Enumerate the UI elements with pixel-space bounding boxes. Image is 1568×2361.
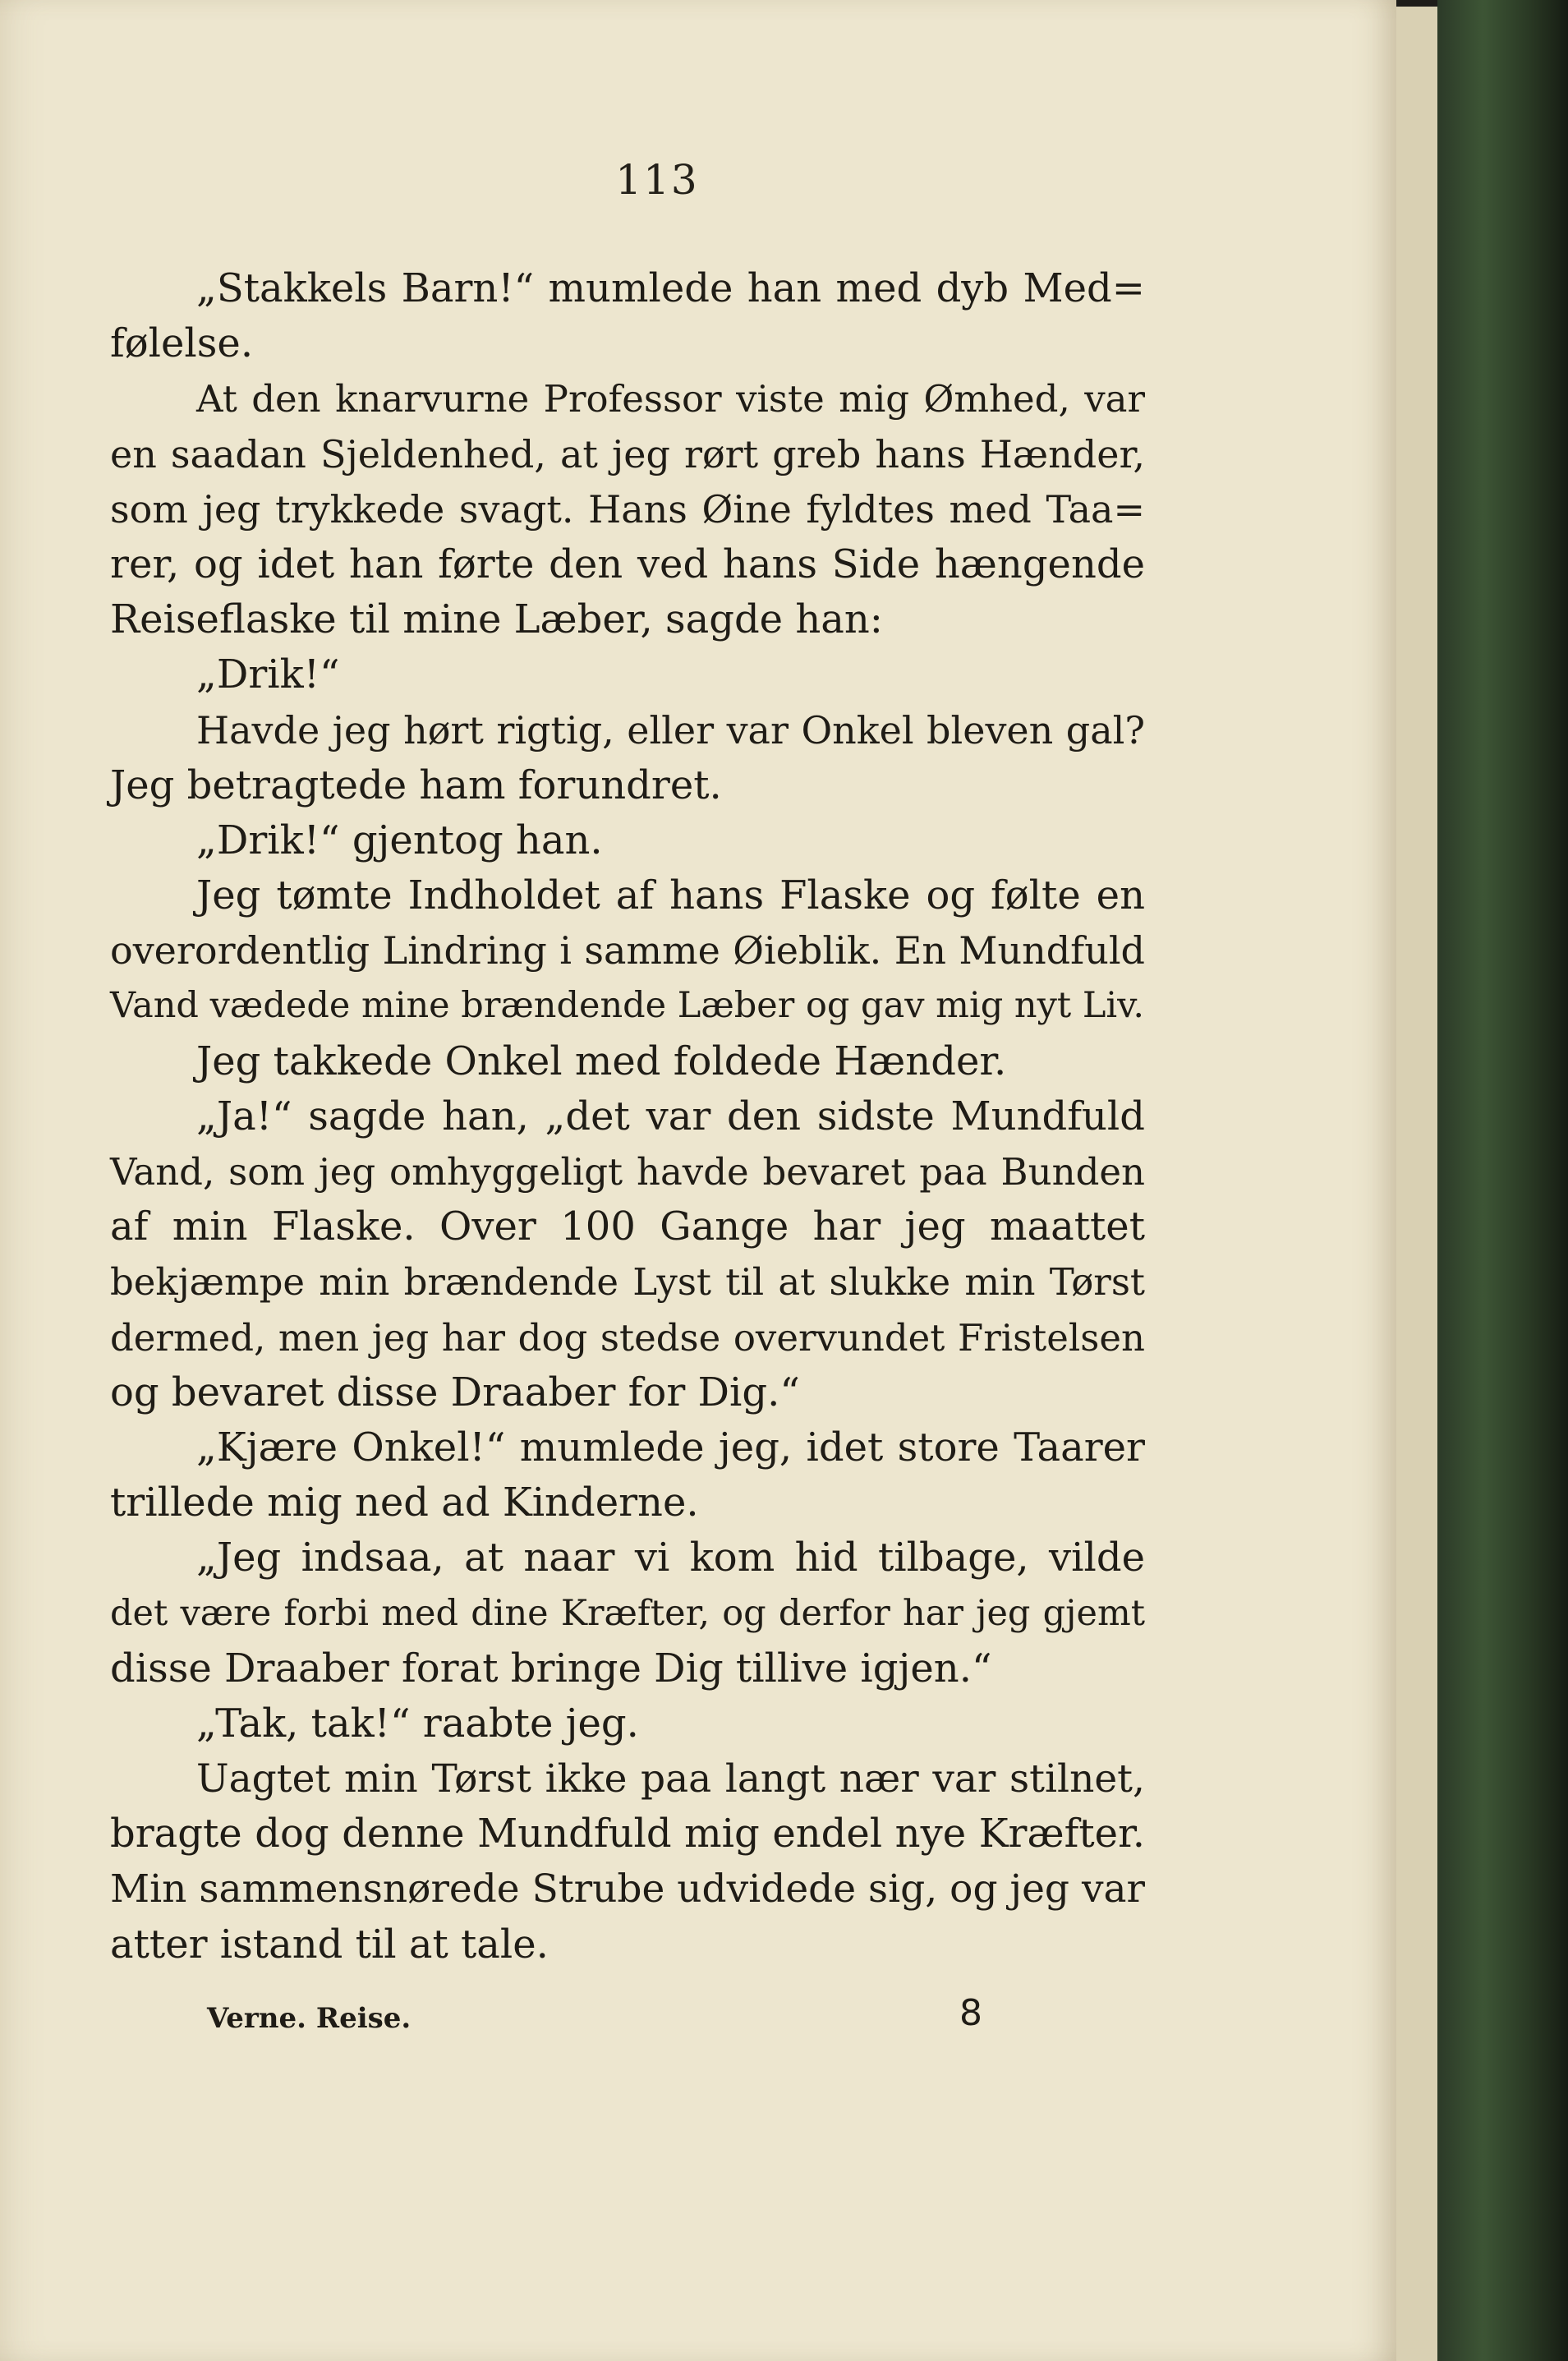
text-line: en saadan Sjeldenhed, at jeg rørt greb hans Hænder, (110, 431, 1145, 476)
text-line: disse Draaber forat bringe Dig tillive igjen.“ (110, 1645, 992, 1691)
text-line: At den knarvurne Professor viste mig Ømhed, var (196, 377, 1145, 421)
text-line: Min sammensnørede Strube udvidede sig, og jeg var (110, 1866, 1145, 1912)
text-line: og bevaret disse Draaber for Dig.“ (110, 1369, 800, 1415)
book-cover-edge (1437, 0, 1568, 2361)
text-line: bragte dog denne Mundfuld mig endel nye Kræfter. (110, 1811, 1145, 1857)
text-line: „Drik!“ gjentog han. (196, 817, 603, 863)
text-line: dermed, men jeg har dog stedse overvundet Fristelsen (110, 1315, 1145, 1360)
page-number: 113 (615, 156, 699, 204)
text-line: Vand vædede mine brændende Læber og gav mig nyt Liv. (110, 985, 1144, 1027)
text-line: Vand, som jeg omhyggeligt havde bevaret paa Bunden (110, 1150, 1145, 1194)
signature-mark: 8 (959, 1992, 982, 2034)
text-line: overordentlig Lindring i samme Øieblik. En Mundfuld (110, 928, 1145, 973)
text-line: „Drik!“ (196, 651, 340, 698)
text-line: bekjæmpe min brændende Lyst til at slukke min Tørst (110, 1260, 1145, 1305)
text-line: det være forbi med dine Kræfter, og derfor har jeg gjemt (110, 1592, 1145, 1634)
text-line: „Tak, tak!“ raabte jeg. (196, 1700, 639, 1747)
text-line: Jeg tømte Indholdet af hans Flaske og følte en (196, 872, 1145, 919)
text-line: trillede mig ned ad Kinderne. (110, 1480, 699, 1526)
text-line: som jeg trykkede svagt. Hans Øine fyldtes med Taa= (110, 486, 1145, 532)
text-line: „Jeg indsaa, at naar vi kom hid tilbage, vilde (196, 1535, 1145, 1581)
text-line: følelse. (110, 320, 254, 367)
signature-line: Verne. Reise. (207, 2002, 412, 2035)
text-line: Jeg takkede Onkel med foldede Hænder. (196, 1038, 1007, 1084)
text-line: Uagtet min Tørst ikke paa langt nær var stilnet, (196, 1756, 1145, 1802)
text-line: rer, og idet han førte den ved hans Side hængende (110, 541, 1145, 587)
body-text (110, 261, 1145, 1972)
text-line: Havde jeg hørt rigtig, eller var Onkel bleven gal? (196, 707, 1145, 752)
text-line: Reiseflaske til mine Læber, sagde han: (110, 596, 883, 643)
text-line: „Kjære Onkel!“ mumlede jeg, idet store Taarer (196, 1424, 1145, 1470)
text-line: af min Flaske. Over 100 Gange har jeg maattet (110, 1204, 1145, 1250)
text-line: Jeg betragtede ham forundret. (110, 762, 722, 808)
text-line: „Ja!“ sagde han, „det var den sidste Mundfuld (196, 1093, 1145, 1139)
text-line: atter istand til at tale. (110, 1921, 549, 1968)
text-line: „Stakkels Barn!“ mumlede han med dyb Med= (196, 265, 1145, 311)
